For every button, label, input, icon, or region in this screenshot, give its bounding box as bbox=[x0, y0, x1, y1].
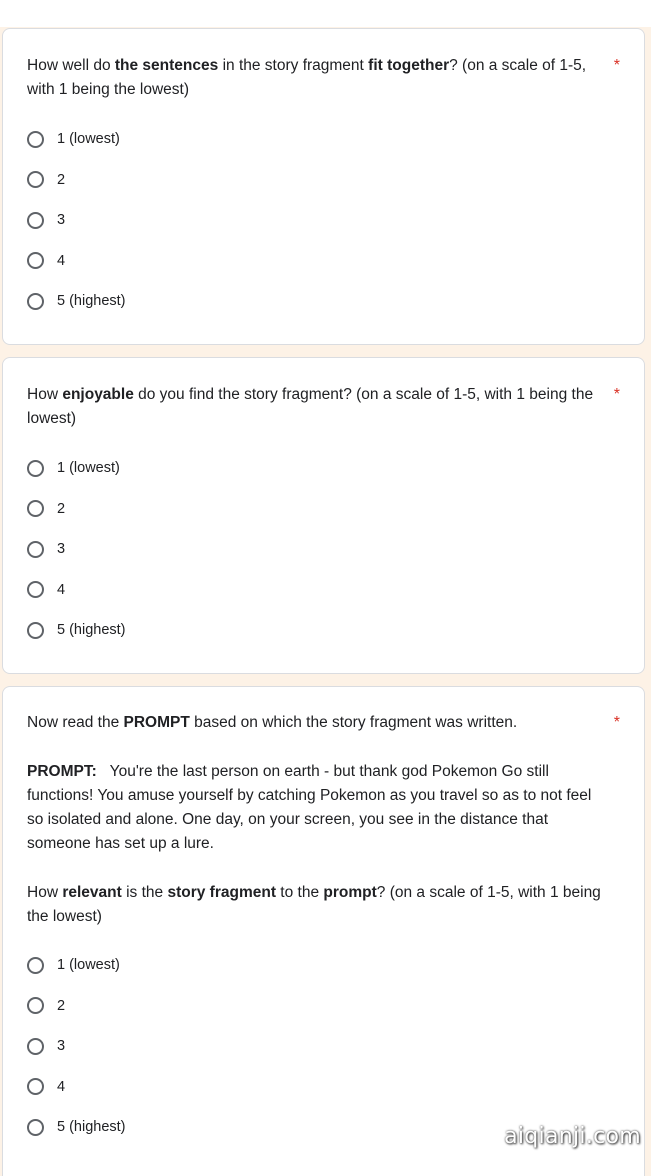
radio-option-label: 1 (lowest) bbox=[57, 131, 120, 148]
radio-circle-icon[interactable] bbox=[27, 1078, 44, 1095]
radio-circle-icon[interactable] bbox=[27, 131, 44, 148]
prompt-body: You're the last person on earth - but thank god Pokemon Go still functions! You amuse yourself by catching Pokemon as you travel so as to not feel so isolated and alone. One day, on your screen, you see in the distance that someone has set up a lure. bbox=[27, 763, 592, 852]
radio-group bbox=[27, 945, 126, 1148]
radio-circle-icon[interactable] bbox=[27, 997, 44, 1014]
radio-option-5[interactable] bbox=[27, 281, 126, 322]
radio-circle-icon[interactable] bbox=[27, 212, 44, 229]
radio-option-label: 5 (highest) bbox=[57, 293, 126, 310]
radio-option-1[interactable] bbox=[27, 119, 126, 160]
radio-option-label: 2 bbox=[57, 171, 66, 188]
radio-option-label: 1 (lowest) bbox=[57, 957, 120, 974]
radio-circle-icon[interactable] bbox=[27, 171, 44, 188]
radio-option-label: 3 bbox=[57, 212, 66, 229]
radio-circle-icon[interactable] bbox=[27, 957, 44, 974]
radio-option-5[interactable] bbox=[27, 610, 126, 651]
question-text: How relevant is the story fragment to the prompt? (on a scale of 1-5, with 1 being the lowest) bbox=[27, 884, 601, 925]
radio-circle-icon[interactable] bbox=[27, 1119, 44, 1136]
radio-option-label: 5 (highest) bbox=[57, 622, 126, 639]
question-text: How enjoyable do you find the story fragment? (on a scale of 1-5, with 1 being the lowest) bbox=[27, 386, 594, 427]
page-top-strip bbox=[0, 0, 651, 27]
watermark: aiqianji.com bbox=[504, 1124, 641, 1149]
radio-group bbox=[27, 448, 126, 651]
required-asterisk: * bbox=[613, 386, 620, 403]
question-card-relevance bbox=[2, 686, 645, 1176]
radio-option-label: 2 bbox=[57, 997, 66, 1014]
radio-option-4[interactable] bbox=[27, 1067, 126, 1108]
radio-option-label: 3 bbox=[57, 1038, 66, 1055]
radio-option-label: 1 (lowest) bbox=[57, 460, 120, 477]
radio-circle-icon[interactable] bbox=[27, 622, 44, 639]
radio-option-1[interactable] bbox=[27, 448, 126, 489]
radio-circle-icon[interactable] bbox=[27, 541, 44, 558]
radio-option-label: 2 bbox=[57, 500, 66, 517]
radio-option-2[interactable] bbox=[27, 489, 126, 530]
radio-option-5[interactable] bbox=[27, 1107, 126, 1148]
radio-circle-icon[interactable] bbox=[27, 252, 44, 269]
radio-option-3[interactable] bbox=[27, 529, 126, 570]
radio-option-4[interactable] bbox=[27, 570, 126, 611]
radio-option-3[interactable] bbox=[27, 1026, 126, 1067]
question-card-enjoyment bbox=[2, 357, 645, 674]
radio-option-2[interactable] bbox=[27, 986, 126, 1027]
radio-option-label: 5 (highest) bbox=[57, 1119, 126, 1136]
required-asterisk: * bbox=[613, 714, 620, 731]
radio-option-3[interactable] bbox=[27, 200, 126, 241]
radio-circle-icon[interactable] bbox=[27, 581, 44, 598]
radio-circle-icon[interactable] bbox=[27, 460, 44, 477]
question-text: How well do the sentences in the story fragment fit together? (on a scale of 1-5, with 1 being the lowest) bbox=[27, 57, 587, 98]
radio-circle-icon[interactable] bbox=[27, 293, 44, 310]
radio-option-label: 4 bbox=[57, 1078, 66, 1095]
radio-circle-icon[interactable] bbox=[27, 1038, 44, 1055]
radio-option-label: 4 bbox=[57, 252, 66, 269]
radio-circle-icon[interactable] bbox=[27, 500, 44, 517]
question-card-coherence bbox=[2, 28, 645, 345]
radio-option-2[interactable] bbox=[27, 160, 126, 201]
prompt-text bbox=[27, 760, 607, 856]
radio-option-label: 3 bbox=[57, 541, 66, 558]
radio-option-label: 4 bbox=[57, 581, 66, 598]
radio-group bbox=[27, 119, 126, 322]
prompt-label: PROMPT: bbox=[27, 763, 97, 780]
required-asterisk: * bbox=[613, 57, 620, 74]
radio-option-4[interactable] bbox=[27, 241, 126, 282]
radio-option-1[interactable] bbox=[27, 945, 126, 986]
prompt-intro-text: Now read the PROMPT based on which the story fragment was written. bbox=[27, 714, 518, 731]
